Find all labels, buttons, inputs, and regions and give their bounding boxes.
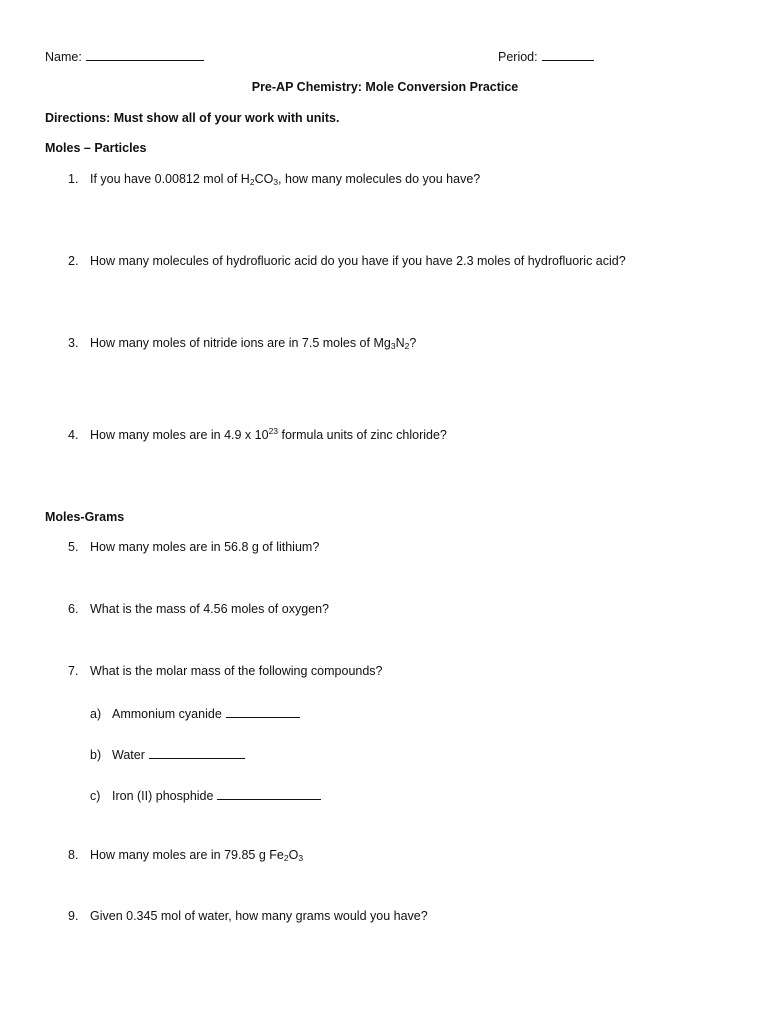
section-heading-particles: Moles – Particles (45, 141, 147, 155)
question-number: 5. (68, 540, 79, 554)
period-blank[interactable] (542, 48, 594, 61)
name-label: Name: (45, 50, 82, 64)
question-number: 7. (68, 664, 79, 678)
question-4: 4. How many moles are in 4.9 x $10^{23}$ formula units of zinc chloride? (68, 426, 447, 442)
question-7c: c) Iron (II) phosphide (90, 787, 321, 803)
page-title: Pre-AP Chemistry: Mole Conversion Practice (251, 80, 519, 94)
section-heading-grams: Moles-Grams (45, 510, 125, 524)
period-label: Period: (498, 50, 538, 64)
question-number: 3. (68, 336, 79, 350)
question-number: 6. (68, 602, 79, 616)
question-7a: a) Ammonium cyanide (90, 705, 300, 721)
directions: Directions: Must show all of your work with units. (45, 111, 340, 125)
question-5: 5. How many moles are in 56.8 g of lithium? (68, 540, 320, 554)
answer-blank[interactable] (226, 705, 300, 718)
period-field (498, 48, 594, 64)
question-number: 9. (68, 909, 79, 923)
question-number: 4. (68, 428, 79, 442)
question-9: 9. Given 0.345 mol of water, how many grams would you have? (68, 909, 428, 923)
question-6: 6. What is the mass of 4.56 moles of oxygen? (68, 602, 330, 616)
name-field (45, 48, 204, 64)
name-blank[interactable] (86, 48, 204, 61)
question-7b: b) Water (90, 746, 245, 762)
question-number: 2. (68, 254, 79, 268)
sub-letter: c) (90, 789, 101, 803)
answer-blank[interactable] (149, 746, 245, 759)
answer-blank[interactable] (217, 787, 321, 800)
sub-letter: a) (90, 707, 102, 721)
question-8: 8. How many moles are in 79.85 g $Fe_2O_3$ (68, 848, 304, 863)
question-number: 8. (68, 848, 79, 862)
question-1: 1. If you have 0.00812 mol of $H_2CO_3$, how many molecules do you have? (68, 172, 481, 187)
question-3: 3. How many moles of nitride ions are in 7.5 moles of $Mg_3N_2$? (68, 336, 417, 351)
question-number: 1. (68, 172, 79, 186)
question-2: 2. How many molecules of hydrofluoric acid do you have if you have 2.3 moles of hydrofluoric acid? (68, 254, 626, 268)
question-7: 7. What is the molar mass of the following compounds? (68, 664, 383, 678)
sub-letter: b) (90, 748, 102, 762)
